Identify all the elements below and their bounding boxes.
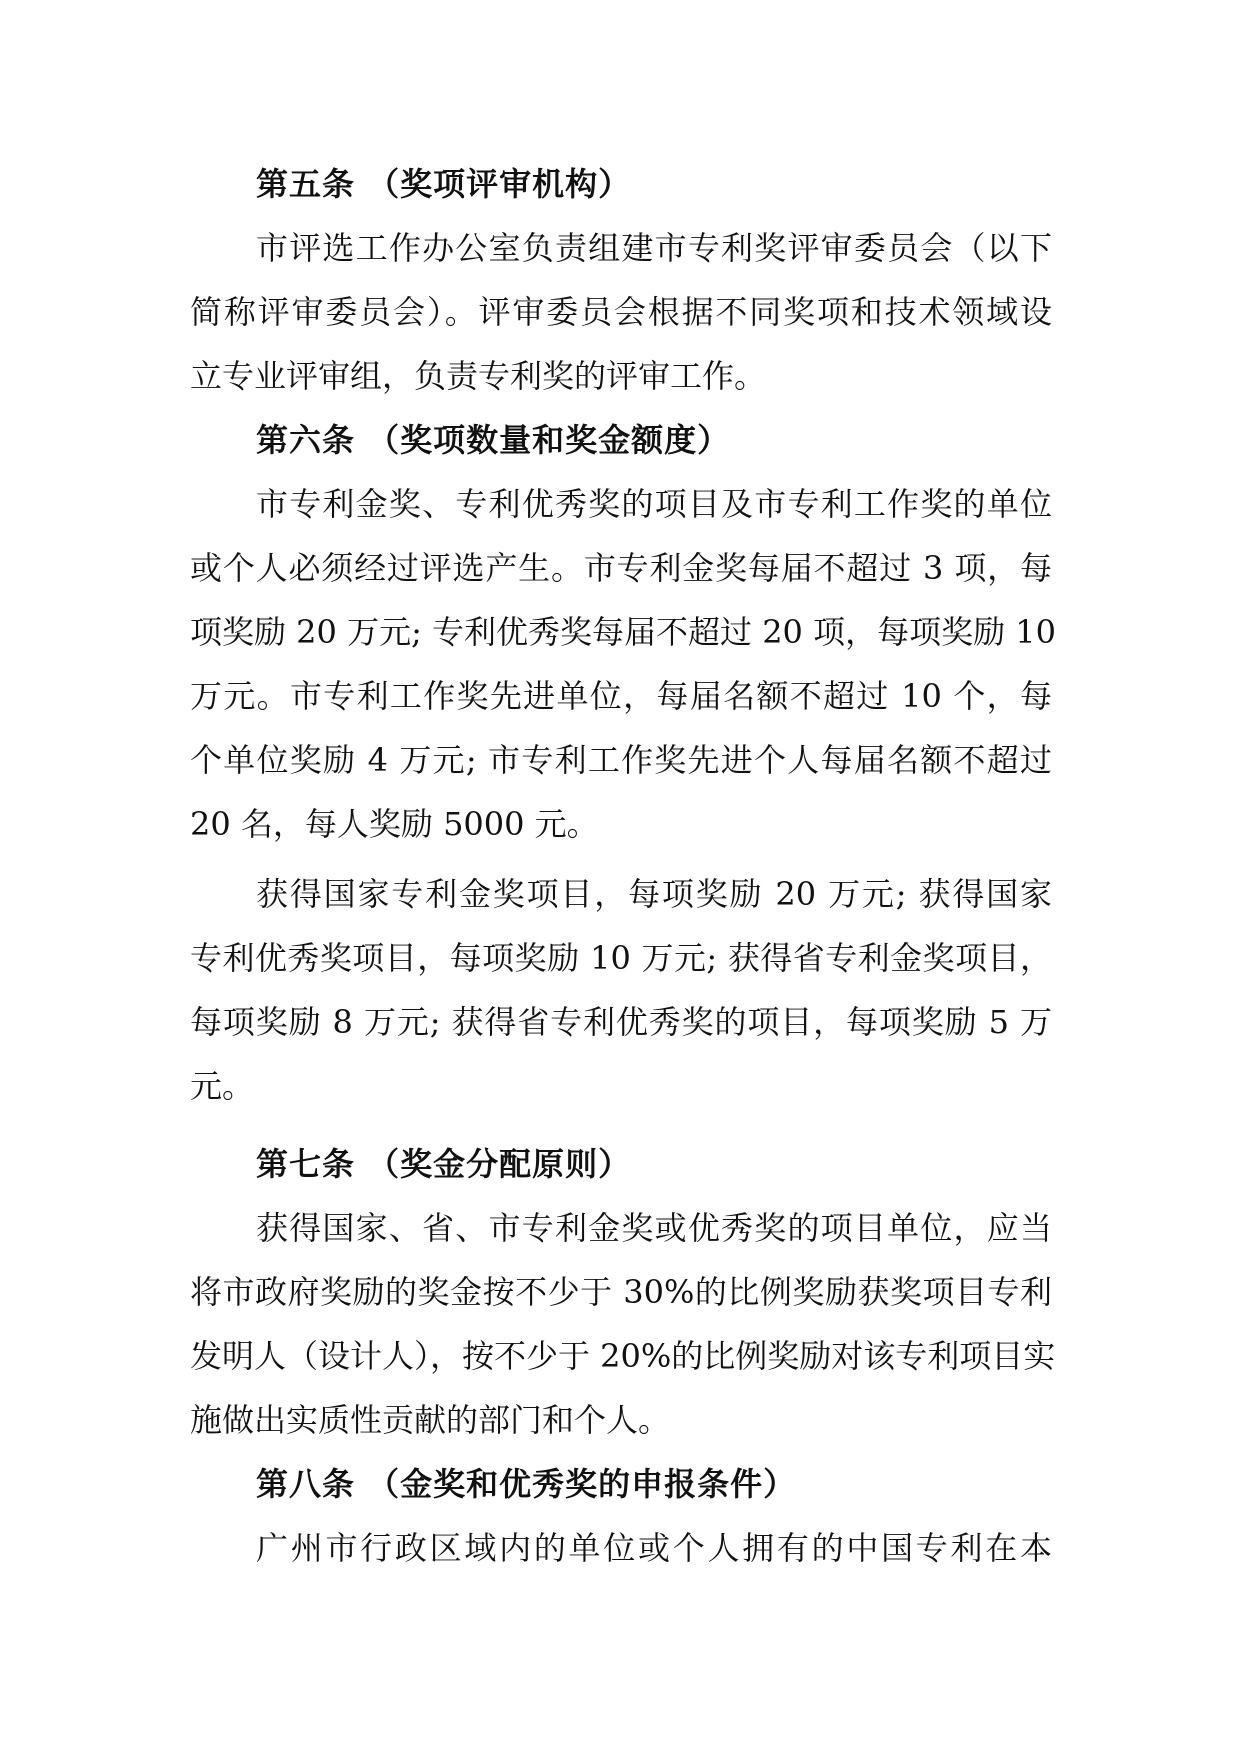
paragraph-line: 获得国家、省、市专利金奖或优秀奖的项目单位，应当: [256, 1209, 1052, 1247]
paragraph-line: 每项奖励 8 万元; 获得省专利优秀奖的项目，每项奖励 5 万: [190, 1003, 1052, 1041]
paragraph-line: 发明人（设计人），按不少于 20%的比例奖励对该专利项目实: [190, 1337, 1056, 1375]
paragraph: [190, 216, 1052, 408]
paragraph-line: 20 名，每人奖励 5000 元。: [190, 805, 599, 843]
paragraph-line: 或个人必须经过评选产生。市专利金奖每届不超过 3 项，每: [190, 549, 1052, 587]
article-7: [190, 1132, 1056, 1452]
paragraph-line: 简称评审委员会）。评审委员会根据不同奖项和技术领域设: [190, 293, 1052, 331]
paragraph-line: 个单位奖励 4 万元; 市专利工作奖先进个人每届名额不超过: [190, 741, 1052, 779]
paragraph-line: 元。: [190, 1067, 255, 1105]
paragraph-line: 项奖励 20 万元; 专利优秀奖每届不超过 20 项，每项奖励 10: [190, 613, 1056, 651]
paragraph: [190, 862, 1052, 1118]
article-heading: 第七条 （奖金分配原则）: [256, 1145, 632, 1183]
paragraph-line: 市评选工作办公室负责组建市专利奖评审委员会（以下: [256, 229, 1052, 267]
paragraph: [190, 472, 1056, 856]
paragraph-line: 万元。市专利工作奖先进单位，每届名额不超过 10 个，每: [190, 677, 1052, 715]
article-8: [190, 1452, 1052, 1580]
paragraph-line: 市专利金奖、专利优秀奖的项目及市专利工作奖的单位: [256, 485, 1052, 523]
paragraph-line: 专利优秀奖项目，每项奖励 10 万元; 获得省专利金奖项目，: [190, 939, 1052, 977]
article-heading: 第五条 （奖项评审机构）: [256, 165, 632, 203]
paragraph: [190, 1516, 1052, 1580]
paragraph-line: 将市政府奖励的奖金按不少于 30%的比例奖励获奖项目专利: [190, 1273, 1052, 1311]
article-heading: 第八条 （金奖和优秀奖的申报条件）: [256, 1465, 797, 1503]
document-body: [190, 152, 1056, 1580]
article-6: [190, 408, 1056, 1118]
paragraph-line: 施做出实质性贡献的部门和个人。: [190, 1401, 671, 1439]
article-5: [190, 152, 1052, 408]
paragraph-line: 获得国家专利金奖项目，每项奖励 20 万元; 获得国家: [256, 875, 1052, 913]
paragraph-line: 立专业评审组，负责专利奖的评审工作。: [190, 357, 767, 395]
paragraph: [190, 1196, 1056, 1452]
paragraph-line: 广州市行政区域内的单位或个人拥有的中国专利在本: [256, 1529, 1052, 1567]
article-heading: 第六条 （奖项数量和奖金额度）: [256, 421, 731, 459]
